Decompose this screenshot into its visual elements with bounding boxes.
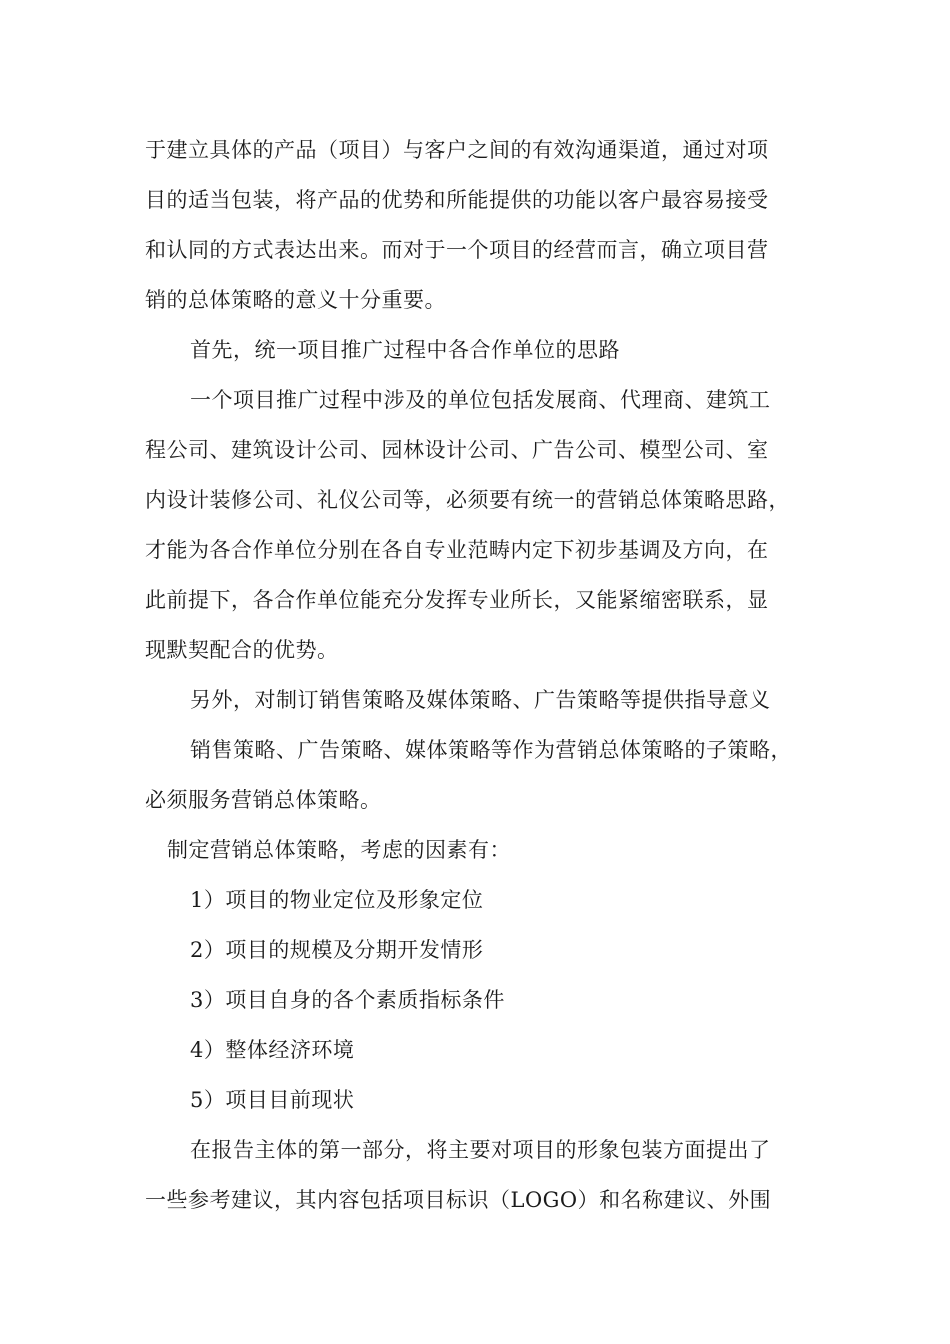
text-line: 此前提下，各合作单位能充分发挥专业所长，又能紧缩密联系，显 (145, 588, 769, 612)
text-line: 必须服务营销总体策略。 (145, 788, 382, 812)
text-line: 目的适当包装，将产品的优势和所能提供的功能以客户最容易接受 (145, 188, 769, 212)
text-line: 销售策略、广告策略、媒体策略等作为营销总体策略的子策略， (190, 738, 792, 762)
list-item: 2）项目的规模及分期开发情形 (190, 938, 484, 962)
text-line: 于建立具体的产品（项目）与客户之间的有效沟通渠道，通过对项 (145, 138, 769, 162)
text-line: 和认同的方式表达出来。而对于一个项目的经营而言，确立项目营 (145, 238, 769, 262)
list-item: 5）项目目前现状 (190, 1088, 355, 1112)
list-item: 4）整体经济环境 (190, 1038, 355, 1062)
text-line: 在报告主体的第一部分，将主要对项目的形象包装方面提出了 (190, 1138, 771, 1162)
text-line: 一些参考建议，其内容包括项目标识（LOGO）和名称建议、外围 (145, 1188, 772, 1212)
text-line: 一个项目推广过程中涉及的单位包括发展商、代理商、建筑工 (190, 388, 771, 412)
text-line: 现默契配合的优势。 (145, 638, 339, 662)
text-line: 内设计装修公司、礼仪公司等，必须要有统一的营销总体策略思路， (145, 488, 790, 512)
text-line: 才能为各合作单位分别在各自专业范畴内定下初步基调及方向，在 (145, 538, 769, 562)
list-item: 3）项目自身的各个素质指标条件 (190, 988, 505, 1012)
list-item: 1）项目的物业定位及形象定位 (190, 888, 484, 912)
text-line: 制定营销总体策略，考虑的因素有： (167, 838, 511, 862)
text-line: 程公司、建筑设计公司、园林设计公司、广告公司、模型公司、室 (145, 438, 769, 462)
text-line: 销的总体策略的意义十分重要。 (145, 288, 446, 312)
section-heading: 另外，对制订销售策略及媒体策略、广告策略等提供指导意义 (190, 688, 771, 712)
section-heading: 首先，统一项目推广过程中各合作单位的思路 (190, 338, 620, 362)
